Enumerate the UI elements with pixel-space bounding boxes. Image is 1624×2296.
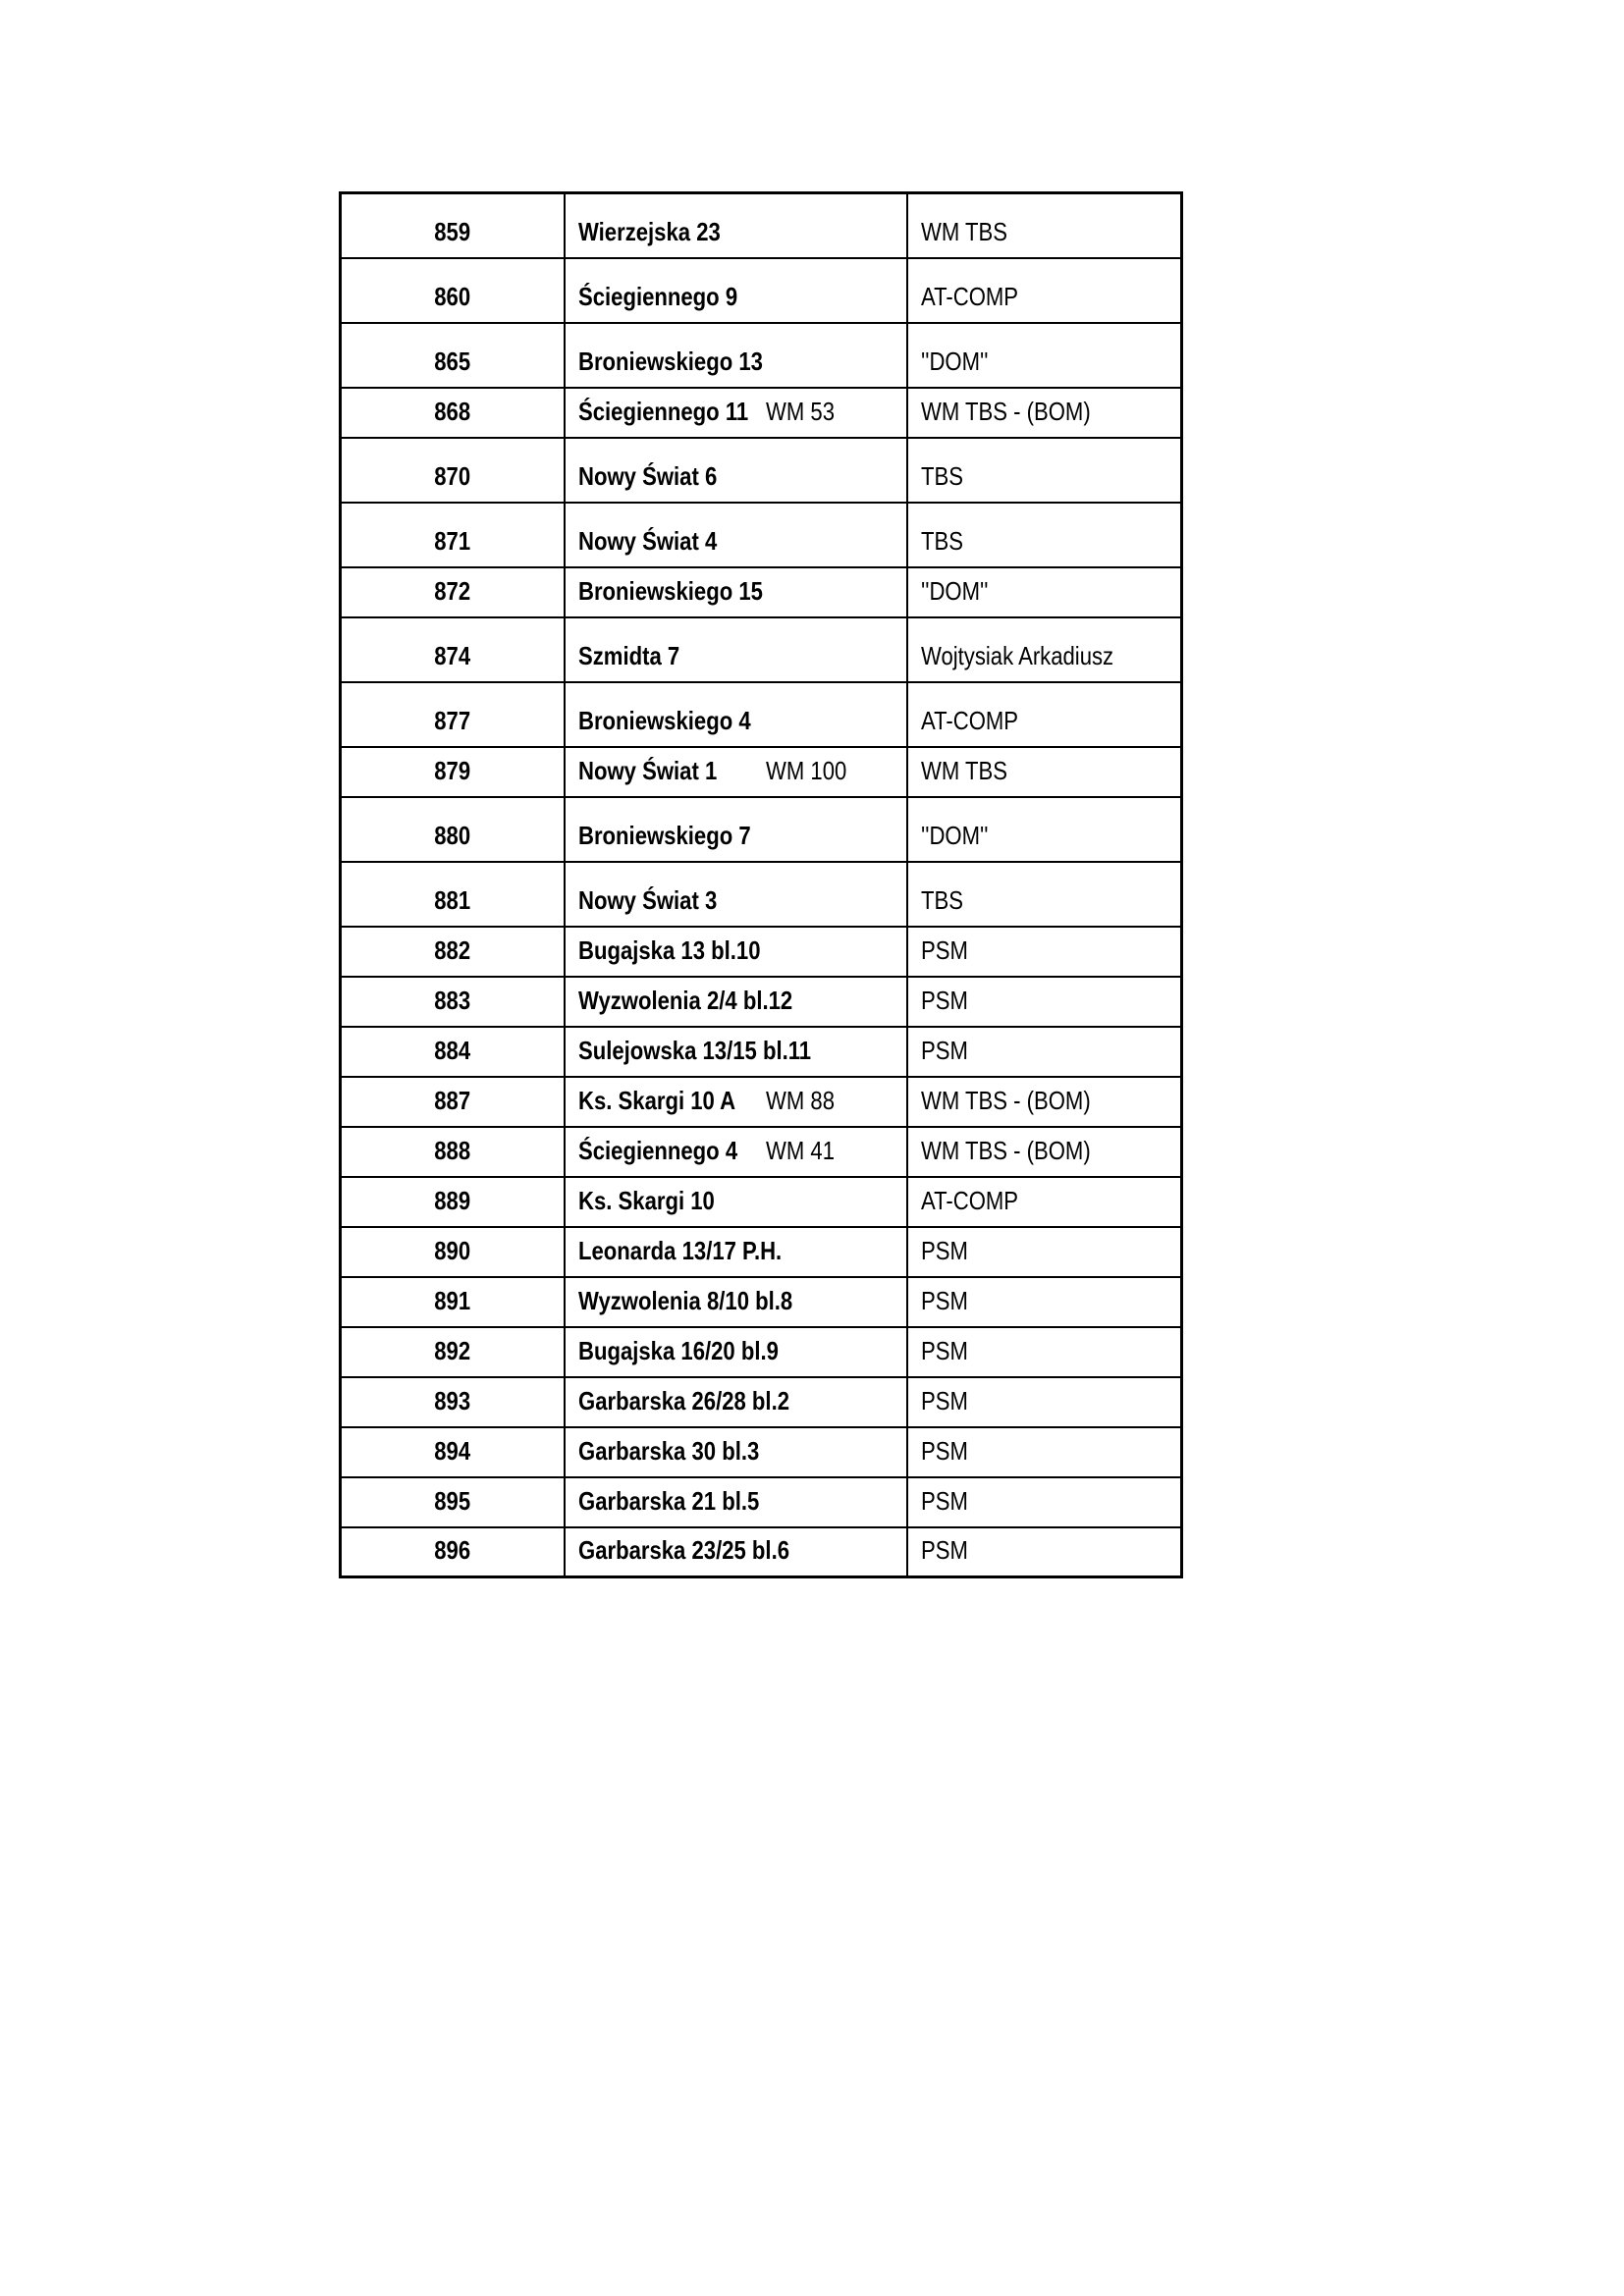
- row-number-cell: [341, 1327, 565, 1377]
- row-number: 888: [434, 1135, 471, 1165]
- row-number: 884: [434, 1035, 471, 1065]
- row-number-cell: [341, 1177, 565, 1227]
- organization-label: WM TBS - (BOM): [920, 1085, 1091, 1115]
- row-number: 880: [434, 820, 471, 850]
- address-label: Bugajska 16/20 bl.9: [577, 1335, 779, 1365]
- table-row: [341, 503, 1182, 567]
- address-label: Ściegiennego 11: [577, 396, 748, 426]
- organization-cell: [907, 1377, 1182, 1427]
- row-number: 860: [434, 281, 471, 311]
- address-cell: [565, 438, 907, 503]
- organization-cell: [907, 1177, 1182, 1227]
- address-cell: [565, 1527, 907, 1577]
- organization-label: PSM: [920, 1535, 968, 1565]
- organization-cell: [907, 438, 1182, 503]
- address-cell: [565, 1227, 907, 1277]
- table-row: [341, 1227, 1182, 1277]
- wm-label: WM 41: [766, 1135, 836, 1165]
- row-number-cell: [341, 862, 565, 927]
- address-label: Bugajska 13 bl.10: [577, 934, 760, 965]
- organization-cell: [907, 1527, 1182, 1577]
- row-number-cell: [341, 1427, 565, 1477]
- row-number: 881: [434, 884, 471, 915]
- address-label: Broniewskiego 13: [577, 346, 763, 376]
- row-number: 895: [434, 1485, 471, 1516]
- row-number-cell: [341, 1377, 565, 1427]
- table-row: [341, 567, 1182, 617]
- address-cell: [565, 503, 907, 567]
- address-cell: [565, 862, 907, 927]
- table-row: [341, 682, 1182, 747]
- organization-cell: [907, 1127, 1182, 1177]
- organization-label: ''DOM'': [920, 820, 988, 850]
- row-number: 893: [434, 1385, 471, 1415]
- row-number: 874: [434, 640, 471, 670]
- row-number: 877: [434, 705, 471, 735]
- organization-cell: [907, 503, 1182, 567]
- address-cell: [565, 927, 907, 977]
- row-number-cell: [341, 503, 565, 567]
- organization-cell: [907, 977, 1182, 1027]
- table-row: [341, 617, 1182, 682]
- address-label: Ściegiennego 9: [577, 281, 737, 311]
- row-number: 889: [434, 1185, 471, 1215]
- table-row: [341, 1327, 1182, 1377]
- address-cell: [565, 1377, 907, 1427]
- organization-cell: [907, 1277, 1182, 1327]
- organization-cell: [907, 388, 1182, 438]
- row-number: 872: [434, 575, 471, 606]
- organization-label: PSM: [920, 1485, 968, 1516]
- organization-label: PSM: [920, 934, 968, 965]
- organization-label: ''DOM'': [920, 346, 988, 376]
- organization-cell: [907, 1477, 1182, 1527]
- address-cell: [565, 797, 907, 862]
- organization-label: TBS: [920, 460, 963, 491]
- address-label: Sulejowska 13/15 bl.11: [577, 1035, 811, 1065]
- address-cell: [565, 193, 907, 258]
- address-cell: [565, 1477, 907, 1527]
- row-number: 883: [434, 985, 471, 1015]
- wm-label: WM 100: [766, 755, 847, 785]
- address-label: Nowy Świat 1: [577, 755, 717, 785]
- organization-cell: [907, 747, 1182, 797]
- row-number-cell: [341, 797, 565, 862]
- row-number-cell: [341, 323, 565, 388]
- table-row: [341, 193, 1182, 258]
- table-row: [341, 258, 1182, 323]
- organization-label: WM TBS - (BOM): [920, 1135, 1091, 1165]
- row-number: 871: [434, 525, 471, 556]
- address-cell: [565, 617, 907, 682]
- address-cell: [565, 1277, 907, 1327]
- row-number: 865: [434, 346, 471, 376]
- organization-label: TBS: [920, 884, 963, 915]
- organization-cell: [907, 1027, 1182, 1077]
- table-row: [341, 797, 1182, 862]
- address-cell: [565, 1177, 907, 1227]
- address-label: Nowy Świat 6: [577, 460, 717, 491]
- row-number-cell: [341, 927, 565, 977]
- table-row: [341, 438, 1182, 503]
- organization-cell: [907, 1227, 1182, 1277]
- row-number: 896: [434, 1535, 471, 1565]
- organization-cell: [907, 567, 1182, 617]
- address-label: Garbarska 23/25 bl.6: [577, 1535, 789, 1565]
- address-cell: [565, 1027, 907, 1077]
- organization-label: WM TBS: [920, 216, 1007, 246]
- table-row: [341, 1277, 1182, 1327]
- address-cell: [565, 1127, 907, 1177]
- address-cell: [565, 388, 907, 438]
- table-row: [341, 747, 1182, 797]
- organization-cell: [907, 323, 1182, 388]
- address-label: Garbarska 30 bl.3: [577, 1435, 759, 1466]
- table-row: [341, 1127, 1182, 1177]
- organization-cell: [907, 682, 1182, 747]
- row-number: 879: [434, 755, 471, 785]
- row-number-cell: [341, 747, 565, 797]
- organization-cell: [907, 927, 1182, 977]
- organization-label: PSM: [920, 1235, 968, 1265]
- address-label: Wierzejska 23: [577, 216, 721, 246]
- row-number-cell: [341, 1477, 565, 1527]
- address-label: Garbarska 21 bl.5: [577, 1485, 759, 1516]
- row-number-cell: [341, 258, 565, 323]
- table-row: [341, 977, 1182, 1027]
- organization-cell: [907, 797, 1182, 862]
- address-cell: [565, 567, 907, 617]
- row-number-cell: [341, 617, 565, 682]
- address-cell: [565, 682, 907, 747]
- row-number-cell: [341, 1277, 565, 1327]
- organization-label: Wojtysiak Arkadiusz: [920, 640, 1113, 670]
- row-number: 882: [434, 934, 471, 965]
- table-row: [341, 1177, 1182, 1227]
- organization-label: AT-COMP: [920, 1185, 1018, 1215]
- organization-cell: [907, 1077, 1182, 1127]
- row-number: 892: [434, 1335, 471, 1365]
- organization-cell: [907, 617, 1182, 682]
- table-row: [341, 1477, 1182, 1527]
- address-cell: [565, 258, 907, 323]
- row-number: 894: [434, 1435, 471, 1466]
- row-number: 890: [434, 1235, 471, 1265]
- table-row: [341, 862, 1182, 927]
- row-number-cell: [341, 977, 565, 1027]
- row-number-cell: [341, 438, 565, 503]
- address-label: Garbarska 26/28 bl.2: [577, 1385, 789, 1415]
- table-row: [341, 1527, 1182, 1577]
- table-row: [341, 388, 1182, 438]
- organization-cell: [907, 258, 1182, 323]
- row-number-cell: [341, 682, 565, 747]
- row-number-cell: [341, 193, 565, 258]
- row-number-cell: [341, 1527, 565, 1577]
- address-label: Wyzwolenia 8/10 bl.8: [577, 1285, 792, 1315]
- organization-label: AT-COMP: [920, 281, 1018, 311]
- organization-label: WM TBS - (BOM): [920, 396, 1091, 426]
- row-number: 887: [434, 1085, 471, 1115]
- address-label: Leonarda 13/17 P.H.: [577, 1235, 782, 1265]
- organization-label: PSM: [920, 1335, 968, 1365]
- address-label: Nowy Świat 4: [577, 525, 717, 556]
- row-number: 868: [434, 396, 471, 426]
- table-body: [341, 193, 1182, 1577]
- address-label: Wyzwolenia 2/4 bl.12: [577, 985, 792, 1015]
- organization-label: WM TBS: [920, 755, 1007, 785]
- address-cell: [565, 977, 907, 1027]
- row-number-cell: [341, 1127, 565, 1177]
- table-row: [341, 1377, 1182, 1427]
- row-number: 870: [434, 460, 471, 491]
- address-registry-table: [339, 191, 1183, 1578]
- wm-label: WM 88: [766, 1085, 836, 1115]
- organization-cell: [907, 1327, 1182, 1377]
- table-row: [341, 1027, 1182, 1077]
- table-row: [341, 323, 1182, 388]
- organization-label: PSM: [920, 1435, 968, 1466]
- row-number: 891: [434, 1285, 471, 1315]
- organization-label: PSM: [920, 1385, 968, 1415]
- address-cell: [565, 1327, 907, 1377]
- organization-cell: [907, 193, 1182, 258]
- organization-label: PSM: [920, 1035, 968, 1065]
- organization-cell: [907, 862, 1182, 927]
- address-cell: [565, 323, 907, 388]
- address-cell: [565, 1077, 907, 1127]
- row-number-cell: [341, 1027, 565, 1077]
- row-number-cell: [341, 1227, 565, 1277]
- address-cell: [565, 1427, 907, 1477]
- row-number-cell: [341, 567, 565, 617]
- organization-label: PSM: [920, 1285, 968, 1315]
- organization-cell: [907, 1427, 1182, 1477]
- address-label: Broniewskiego 7: [577, 820, 751, 850]
- address-label: Broniewskiego 4: [577, 705, 751, 735]
- table-row: [341, 1077, 1182, 1127]
- address-label: Ks. Skargi 10 A: [577, 1085, 735, 1115]
- organization-label: AT-COMP: [920, 705, 1018, 735]
- row-number: 859: [434, 216, 471, 246]
- address-label: Ściegiennego 4: [577, 1135, 737, 1165]
- organization-label: TBS: [920, 525, 963, 556]
- address-label: Broniewskiego 15: [577, 575, 763, 606]
- address-label: Nowy Świat 3: [577, 884, 717, 915]
- row-number-cell: [341, 388, 565, 438]
- organization-label: ''DOM'': [920, 575, 988, 606]
- table-row: [341, 1427, 1182, 1477]
- wm-label: WM 53: [766, 396, 836, 426]
- organization-label: PSM: [920, 985, 968, 1015]
- address-label: Szmidta 7: [577, 640, 679, 670]
- table-row: [341, 927, 1182, 977]
- address-label: Ks. Skargi 10: [577, 1185, 715, 1215]
- row-number-cell: [341, 1077, 565, 1127]
- address-cell: [565, 747, 907, 797]
